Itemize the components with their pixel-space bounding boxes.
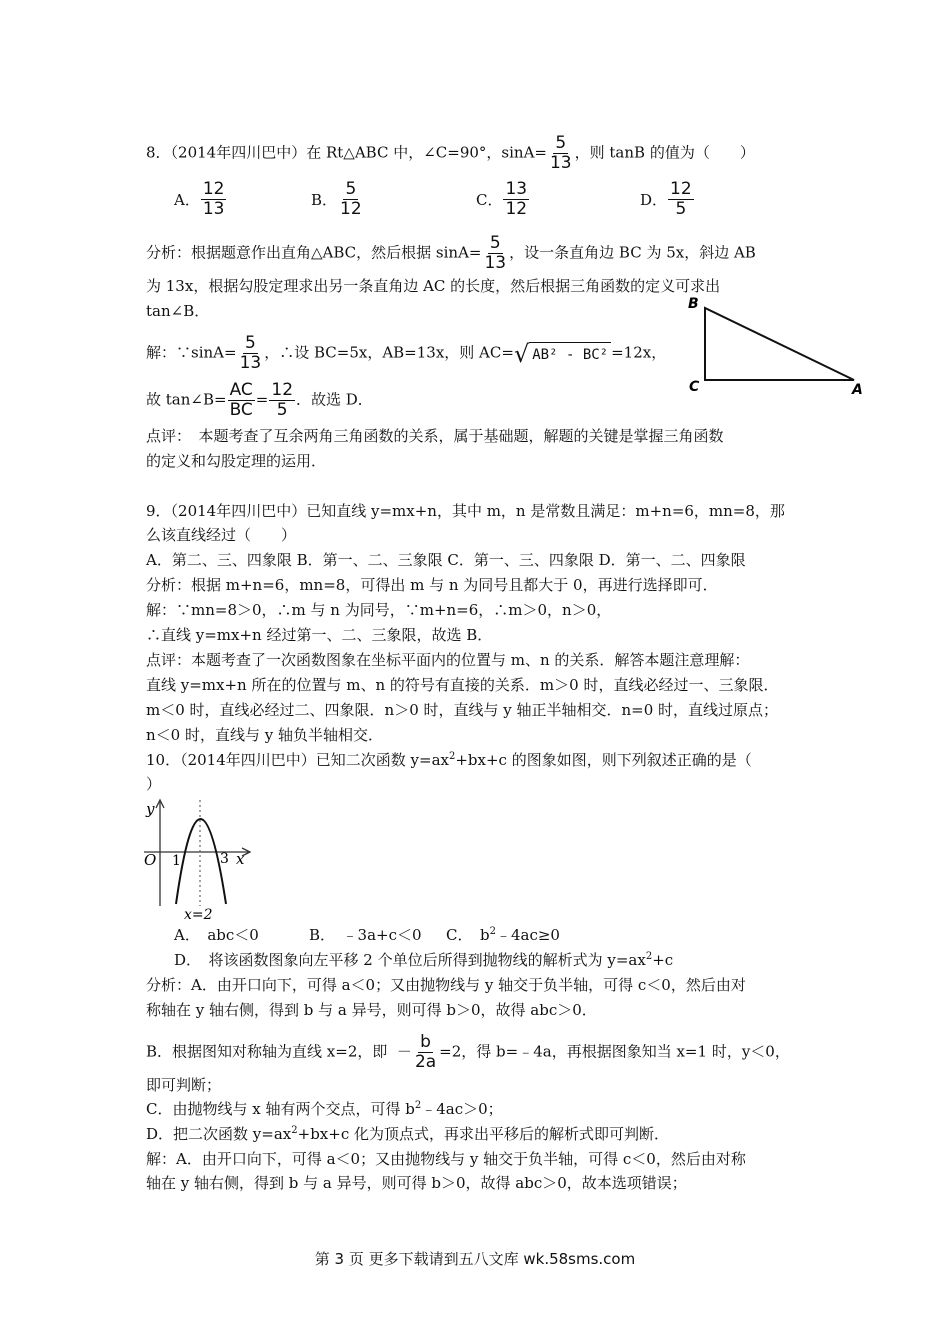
q10-stem-1: 10．（2014年四川巴中）已知二次函数 $y=ax^2+bx+c$ 的图象如图，则下列叙述正确的是（	[146, 751, 752, 769]
q8-stem: 8．（2014年四川巴中）在 Rt△ABC 中，∠C=90°，sinA= $\frac{5}{13}$ ，则 tanB 的值为（ ）	[146, 133, 755, 173]
q8-triangle-figure	[686, 294, 866, 398]
q9-options: A．第二、三、四象限 B．第一、二、三象限 C．第一、三、四象限 D．第一、二、四象限	[146, 551, 746, 569]
q10-analysis-c: C．由抛物线与 x 轴有两个交点，可得 $b^2﹣4ac>0$；	[146, 1100, 503, 1118]
tick-1-label: 1	[172, 853, 181, 869]
q10-option-a: A． abc＜0	[174, 926, 259, 944]
q9-solution-2: ∴直线 y=mx+n 经过第一、二、三象限，故选 B．	[146, 626, 493, 644]
q9-line-2: 么该直线经过（ ）	[146, 526, 297, 544]
vertex-c-label: C	[689, 379, 700, 395]
q8-analysis-3: tan∠B．	[146, 302, 210, 320]
triangle-shape	[705, 308, 854, 380]
sqrt-expression: √ AB² - BC²	[514, 342, 611, 366]
q10-option-d: D． 将该函数图象向左平移 2 个单位后所得到抛物线的解析式为 $y=ax^2+c$	[174, 951, 674, 969]
q9-analysis: 分析：根据 m+n=6，mn=8，可得出 m 与 n 为同号且都大于 0，再进行选择即可．	[146, 576, 718, 594]
q8-option-a: A． $\frac{12}{13}$	[174, 179, 225, 219]
vertex-a-label: A	[852, 382, 863, 398]
q10-option-c: C． $b^2﹣4ac\ge 0$	[446, 926, 560, 944]
q8-stem-fraction: $\frac{5}{13}$	[549, 133, 572, 173]
x-label: x	[236, 850, 245, 868]
q8-option-b: B． $\frac{5}{12}$	[311, 179, 362, 219]
q10-analysis-b: B．根据图知对称轴为直线 x=2，即 － $\frac{b}{2a}$ =2，得 b=﹣4a，再根据图象知当 x=1 时，y＜0，	[146, 1032, 790, 1072]
q8-analysis-1: 分析：根据题意作出直角△ABC，然后根据 sinA= $\frac{5}{13}$ ，设一条直角边 BC 为 5x，斜边 AB	[146, 233, 756, 273]
vertex-b-label: B	[688, 296, 699, 312]
q8-comment-2: 的定义和勾股定理的运用．	[146, 452, 327, 470]
page-footer: 第 3 页 更多下载请到五八文库 wk.58sms.com	[314, 1250, 636, 1268]
tick-3-label: 3	[220, 851, 229, 867]
y-label: y	[146, 800, 155, 818]
q10-solution-2: 轴在 y 轴右侧，得到 b 与 a 异号，则可得 b＞0，故得 abc＞0，故本选项错误；	[146, 1174, 687, 1192]
q9-comment-2: 直线 y=mx+n 所在的位置与 m、n 的符号有直接的关系．m＞0 时，直线必经过一、三象限．	[146, 676, 779, 694]
q9-line-1: 9．（2014年四川巴中）已知直线 y=mx+n，其中 m，n 是常数且满足：m+n=6，mn=8，那	[146, 502, 785, 520]
q8-option-c: C． $\frac{13}{12}$	[476, 179, 528, 219]
q9-solution-1: 解：∵mn=8＞0，∴m 与 n 为同号，∵m+n=6，∴m＞0，n＞0，	[146, 601, 612, 619]
q8-solution-1: 解：∵sinA= $\frac{5}{13}$ ，∴设 BC=5x，AB=13x，则 AC= √ AB² - BC² =12x，	[146, 333, 667, 373]
q10-analysis-b-2: 即可判断；	[146, 1076, 222, 1094]
q9-comment-1: 点评：本题考查了一次函数图象在坐标平面内的位置与 m、n 的关系．解答本题注意理解：	[146, 651, 750, 669]
q10-option-b: B． ﹣3a+c＜0	[309, 926, 422, 944]
q9-comment-3: m＜0 时，直线必经过二、四象限．n＞0 时，直线与 y 轴正半轴相交．n=0 时，直线过原点；	[146, 701, 779, 719]
q8-option-d: D． $\frac{12}{5}$	[640, 179, 692, 219]
parabola-curve	[176, 819, 226, 904]
q10-stem-2: ）	[146, 775, 162, 793]
origin-label: O	[144, 851, 157, 869]
q10-solution-1: 解：A．由开口向下，可得 a＜0；又由抛物线与 y 轴交于负半轴，可得 c＜0，然后由对称	[146, 1150, 746, 1168]
q10-analysis-d: D．把二次函数 $y=ax^2+bx+c$ 化为顶点式，再求出平移后的解析式即可判断．	[146, 1125, 669, 1143]
q8-comment-1: 点评： 本题考查了互余两角三角函数的关系，属于基础题，解题的关键是掌握三角函数	[146, 427, 724, 445]
q8-solution-2: 故 tan∠B= $\frac{AC}{BC}$ = $\frac{12}{5}$ ．故选 D．	[146, 380, 373, 420]
q10-analysis-1: 分析：A．由开口向下，可得 a＜0；又由抛物线与 y 轴交于负半轴，可得 c＜0，然后由对	[146, 976, 746, 994]
q10-parabola-graph	[142, 794, 254, 922]
axis-label: x=2	[184, 907, 213, 922]
q9-comment-4: n＜0 时，直线与 y 轴负半轴相交．	[146, 726, 383, 744]
q8-analysis-2: 为 13x，根据勾股定理求出另一条直角边 AC 的长度，然后根据三角函数的定义可求出	[146, 277, 721, 295]
q10-analysis-2: 称轴在 y 轴右侧，得到 b 与 a 异号，则可得 b＞0，故得 abc＞0．	[146, 1001, 597, 1019]
